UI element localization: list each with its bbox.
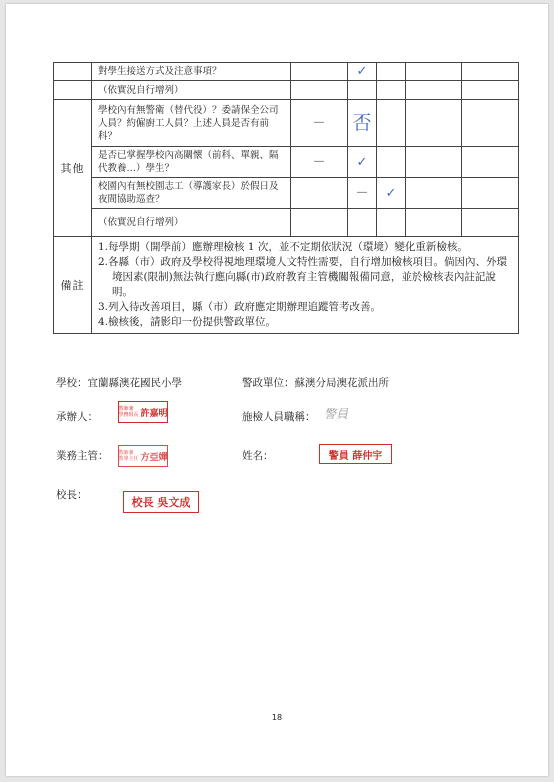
- table-row: [54, 81, 519, 100]
- school-label: 學校：: [56, 377, 88, 389]
- school-line: [56, 375, 182, 390]
- school-value: 宜蘭縣澳花國民小學: [87, 377, 182, 389]
- category-cell-empty: [54, 81, 92, 100]
- check-item: 學校內有無警衛（替代役）？委請保全公司人員？約僱廚工人員？上述人員是否有前科？: [92, 100, 291, 147]
- police-label: 警政單位：: [242, 377, 295, 389]
- mark-cell: －: [291, 147, 348, 178]
- table-row: [54, 237, 519, 334]
- table-row: [54, 178, 519, 209]
- officer-name-stamp: 警員 薛仲宇: [319, 444, 392, 464]
- mark-cell: [291, 63, 348, 81]
- mark-cell: －: [348, 178, 377, 209]
- name-label: 姓名：: [242, 450, 274, 462]
- checkmark-icon: ✓: [348, 63, 377, 81]
- mark-cell: [377, 63, 406, 81]
- table-row: [54, 209, 519, 237]
- supervisor-seal-stamp: 教師兼 教導主任 方亞嬋: [118, 445, 168, 467]
- check-item: 對學生接送方式及注意事項？: [92, 63, 291, 81]
- supervisor-label: 業務主管：: [56, 450, 109, 462]
- police-value: 蘇澳分局澳花派出所: [294, 377, 389, 389]
- document-page: [6, 4, 548, 776]
- remark-note: 3.列入待改善項目，縣（市）政府應定期辦理追蹤管考改善。: [98, 301, 382, 313]
- handwritten-no: 否: [348, 100, 377, 147]
- category-other: 其他: [54, 100, 92, 237]
- table-row: [54, 63, 519, 81]
- check-item-custom: （依實況自行增列）: [92, 81, 291, 100]
- checkmark-icon: ✓: [377, 178, 406, 209]
- page-number: 18: [271, 713, 283, 722]
- remark-note: 2.各縣（市）政府及學校得視地理環境人文特性需要，自行增加檢核項目。倘因內、外環境因素(限制)無法執行應向縣(市)政府教育主管機關報備同意，並於檢核表內註記說明。: [98, 256, 508, 298]
- remark-note: 4.檢核後，請影印一份提供警政單位。: [98, 316, 277, 328]
- category-cell-empty: [54, 63, 92, 81]
- check-item-custom: （依實況自行增列）: [92, 209, 291, 237]
- handler-label: 承辦人：: [56, 411, 98, 423]
- principal-seal-stamp: 校長 吳文成: [123, 491, 199, 513]
- check-item: 校園內有無校園志工（導護家長）於假日及夜間協助巡查？: [92, 178, 291, 209]
- table-row: [54, 100, 519, 147]
- handler-seal-stamp: 教師兼 學務組長 許嘉明: [118, 401, 168, 423]
- mark-cell: [462, 63, 519, 81]
- table-row: [54, 147, 519, 178]
- remarks-cell: [92, 237, 519, 334]
- checkmark-icon: ✓: [348, 147, 377, 178]
- inspector-handwriting: 警員: [324, 407, 349, 421]
- category-remarks: 備註: [54, 237, 92, 334]
- inspector-title-label: 施檢人員職稱：: [242, 411, 316, 423]
- check-item: 是否已掌握學校內高關懷（前科、單親、隔代教養…）學生？: [92, 147, 291, 178]
- remark-note: 1.每學期（開學前）應辦理檢核 1 次，並不定期依狀況（環境）變化重新檢核。: [98, 241, 468, 253]
- mark-cell: [406, 63, 462, 81]
- mark-cell: －: [291, 100, 348, 147]
- police-line: [242, 375, 389, 390]
- principal-label: 校長：: [56, 489, 88, 501]
- checklist-table: [53, 62, 519, 334]
